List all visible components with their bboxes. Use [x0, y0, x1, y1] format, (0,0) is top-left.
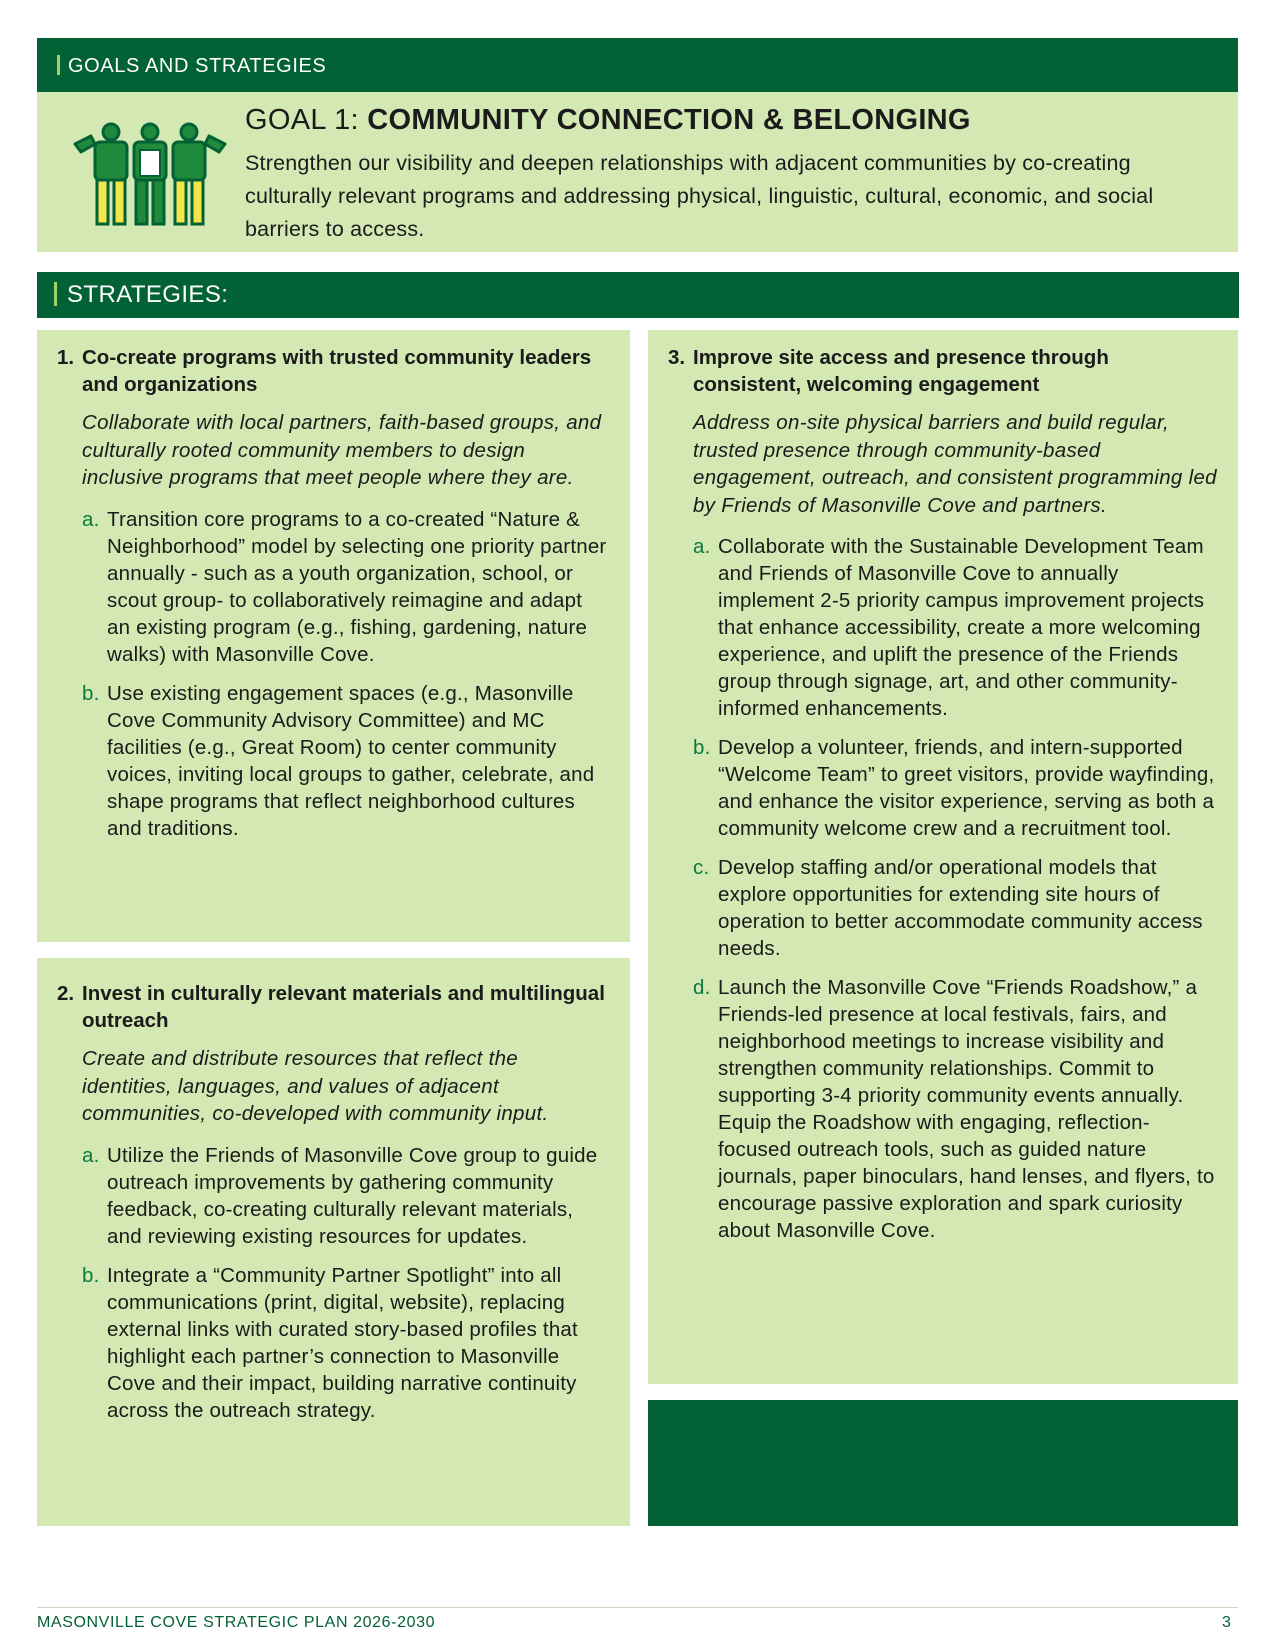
item-letter: b.: [82, 681, 100, 705]
strategy-item: [693, 974, 1218, 1244]
strategy-title-text: Co-create programs with trusted community leaders and organizations: [82, 346, 592, 396]
strategies-accent-mark: [54, 282, 57, 306]
item-letter: b.: [82, 1263, 100, 1287]
strategy-items: [693, 533, 1218, 1244]
strategy-item: [693, 854, 1218, 962]
item-text: Utilize the Friends of Masonville Cove group to guide outreach improvements by gathering community feedback, co-creating culturally relevant materials, and reviewing existing resources for updates.: [107, 1143, 598, 1248]
strategy-title: [57, 344, 610, 398]
strategy-number: 3.: [668, 346, 686, 369]
item-letter: d.: [693, 976, 711, 999]
footer-divider: [37, 1607, 1238, 1608]
strategy-card-1: [37, 330, 630, 942]
item-text: Use existing engagement spaces (e.g., Masonville Cove Community Advisory Committee) and MC facilities (e.g., Great Room) to center community voices, inviting local groups to gather, celebrate, and shape programs that reflect neighborhood cultures and traditions.: [107, 681, 595, 840]
strategy-title-text: Improve site access and presence through consistent, welcoming engagement: [693, 346, 1109, 396]
item-letter: a.: [82, 507, 100, 531]
footer-title: MASONVILLE COVE STRATEGIC PLAN 2026-2030: [37, 1614, 436, 1631]
strategy-title-text: Invest in culturally relevant materials and multilingual outreach: [82, 982, 605, 1032]
strategy-item: [693, 533, 1218, 722]
strategies-label: STRATEGIES:: [67, 281, 229, 308]
item-text: Launch the Masonville Cove “Friends Roadshow,” a Friends-led presence at local festivals, fairs, and neighborhood meetings to increase visibility and strengthen community relationships. Commit to supporting 3-4 priority community events annually. Equip the Roadshow with engaging, reflection-focused outreach tools, such as guided nature journals, paper binoculars, hand lenses, and flyers, to encourage passive exploration and spark curiosity about Masonville Cove.: [718, 976, 1215, 1242]
goal-prefix: GOAL 1:: [245, 104, 368, 136]
item-letter: c.: [693, 856, 710, 879]
strategy-title: [668, 344, 1218, 398]
strategy-items: [82, 1142, 610, 1424]
goal-description: Strengthen our visibility and deepen relationships with adjacent communities by co-creating culturally relevant programs and addressing physical, linguistic, cultural, economic, and social barriers to access.: [245, 151, 1154, 241]
strategy-description: Create and distribute resources that reflect the identities, languages, and values of adjacent communities, co-developed with community input.: [82, 1047, 549, 1125]
strategy-item: [82, 1142, 610, 1250]
decorative-panel: [648, 1400, 1238, 1526]
goal-box: [37, 92, 1238, 252]
strategy-number: 1.: [57, 346, 75, 369]
item-text: Transition core programs to a co-created “Nature & Neighborhood” model by selecting one priority partner annually - such as a youth organization, school, or scout group- to collaboratively reimagine and adapt an existing program (e.g., fishing, gardening, nature walks) with Masonville Cove.: [107, 507, 607, 666]
item-letter: b.: [693, 736, 711, 759]
strategy-description: Address on-site physical barriers and build regular, trusted presence through community-based engagement, outreach, and consistent programming led by Friends of Masonville Cove and partners.: [693, 411, 1217, 517]
strategy-item: [82, 1262, 610, 1424]
strategy-card-2: [37, 958, 630, 1526]
item-letter: a.: [693, 535, 711, 558]
item-text: Develop staffing and/or operational models that explore opportunities for extending site hours of operation to better accommodate community access needs.: [718, 856, 1203, 960]
strategy-items: [82, 506, 610, 842]
page-number: 3: [1222, 1614, 1231, 1631]
section-header: [37, 38, 1238, 92]
goal-title-text: COMMUNITY CONNECTION & BELONGING: [367, 104, 971, 136]
item-letter: a.: [82, 1143, 100, 1167]
strategy-number: 2.: [57, 982, 75, 1005]
strategy-item: [82, 680, 610, 842]
section-label: GOALS AND STRATEGIES: [68, 55, 327, 77]
item-text: Develop a volunteer, friends, and intern-supported “Welcome Team” to greet visitors, provide wayfinding, and enhance the visitor experience, serving as both a community welcome crew and a recruitment tool.: [718, 736, 1215, 840]
item-text: Collaborate with the Sustainable Development Team and Friends of Masonville Cove to annually implement 2-5 priority campus improvement projects that enhance accessibility, create a more welcoming experience, and uplift the presence of the Friends group through signage, art, and other community-informed enhancements.: [718, 535, 1205, 720]
community-people-icon: [71, 122, 229, 230]
strategy-item: [82, 506, 610, 668]
item-text: Integrate a “Community Partner Spotlight” into all communications (print, digital, website), replacing external links with curated story-based profiles that highlight each partner’s connection to Masonville Cove and their impact, building narrative continuity across the outreach strategy.: [107, 1263, 578, 1422]
strategy-item: [693, 734, 1218, 842]
strategy-title: [57, 980, 610, 1034]
strategy-card-3: [648, 330, 1238, 1384]
strategies-header: [37, 272, 1239, 318]
header-accent-mark: [57, 55, 60, 75]
strategy-description: Collaborate with local partners, faith-based groups, and culturally rooted community members to design inclusive programs that meet people where they are.: [82, 411, 602, 489]
goal-title: [245, 104, 971, 137]
